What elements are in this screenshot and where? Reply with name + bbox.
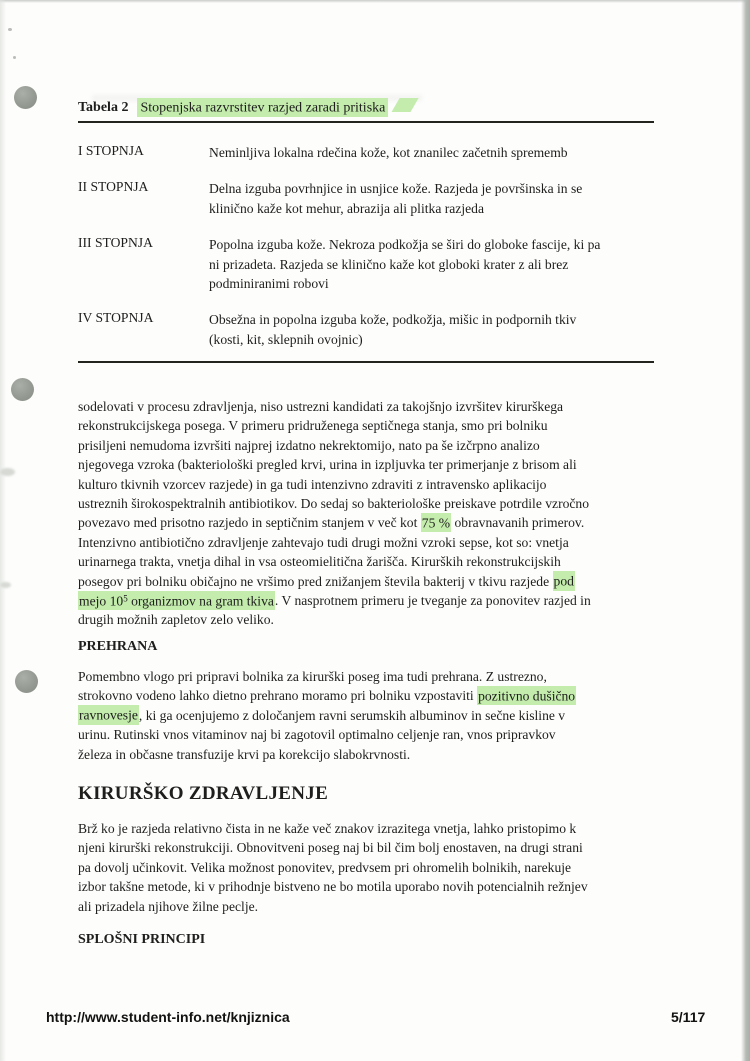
text-run: njeni kirurški rekonstrukciji. Obnovitveni poseg naj bi bil čim bolj enostaven, na drugi strani xyxy=(78,840,583,856)
text-run: ustreznih širokospektralnih antibiotikov. Do sedaj so bakteriološke preiskave potrdile vzročno xyxy=(78,496,590,512)
text-run: drugih možnih zapletov zelo veliko. xyxy=(78,612,274,628)
grade-cell: II STOPNJA xyxy=(78,179,149,195)
description-line: ni prizadeta. Razjeda se klinično kaže kot globoki krater z ali brez xyxy=(209,256,569,272)
text-run: Intenzivno antibiotično zdravljenje zahtevajo tudi drugi možni vzroki sepse, kot so: vnetja xyxy=(78,534,569,550)
text-run: Brž ko je razjeda relativno čista in ne kaže več znakov izrazitega vnetja, lahko pristopimo k xyxy=(78,820,577,836)
description-cell xyxy=(209,179,654,218)
text-run: strokovno vodeno lahko dietno prehrano moramo pri bolniku vzpostaviti xyxy=(78,688,478,704)
text-line xyxy=(78,897,718,916)
heading-splosni: SPLOŠNI PRINCIPI xyxy=(78,931,206,947)
scan-edge-right xyxy=(741,0,750,1061)
paragraph-sepsa xyxy=(78,397,718,630)
hole-punch xyxy=(11,378,34,401)
text-run: ali prizadela njihove žilne peclje. xyxy=(78,898,259,914)
text-line xyxy=(78,706,718,725)
paragraph-prehrana xyxy=(78,667,718,764)
table-row xyxy=(78,143,654,162)
hole-punch xyxy=(15,670,38,693)
text-line xyxy=(78,552,718,571)
description-line: Delna izguba povrhnjice in usnjice kože. Razjeda je površinska in se xyxy=(209,181,583,197)
highlighted-text: pozitivno dušično xyxy=(477,686,576,706)
table-rule-bottom xyxy=(78,361,654,363)
text-run: urinarnega trakta, vnetja dihal in vsa osteomielitična žarišča. Kirurških rekonstrukcijskih xyxy=(78,554,561,570)
page-number: 5/117 xyxy=(671,1009,706,1025)
marker-tail xyxy=(392,98,419,112)
body-sections xyxy=(78,397,718,949)
grade-cell: I STOPNJA xyxy=(78,143,144,158)
table-label: Tabela 2 xyxy=(78,100,129,115)
text-run: , ki ga ocenjujemo z določanjem ravni serumskih albuminov in sečne kisline v xyxy=(138,707,566,723)
text-line xyxy=(78,745,718,764)
heading-kirursko: KIRURŠKO ZDRAVLJENJE xyxy=(78,782,329,804)
scan-speck xyxy=(8,28,12,31)
text-run: rekonstrukcijskega posega. V primeru pridruženega septičnega stanja, smo pri bolniku xyxy=(78,418,548,434)
text-line xyxy=(78,513,718,532)
scan-smudge xyxy=(0,468,15,476)
description-line: klinično kaže kot mehur, abrazija ali plitka razjeda xyxy=(209,200,484,216)
text-run: . V nasprotnem primeru je tveganje za ponovitev razjed in xyxy=(274,593,591,609)
text-line xyxy=(78,591,718,610)
text-run: urinu. Rutinski vnos vitaminov naj bi zagotovil optimalno celjenje ran, vnos pripravkov xyxy=(78,727,556,743)
description-line: podminiranimi robovi xyxy=(209,276,329,292)
highlighted-text: 75 % xyxy=(421,513,451,533)
text-run: obravnavanih primerov. xyxy=(451,515,585,531)
description-line: Popolna izguba kože. Nekroza podkožja se širi do globoke fascije, ki pa xyxy=(209,237,601,253)
footer-url: http://www.student-info.net/knjiznica xyxy=(46,1009,290,1025)
description-cell xyxy=(209,310,654,349)
text-line xyxy=(78,686,718,705)
scan-speck xyxy=(13,56,16,59)
heading-prehrana: PREHRANA xyxy=(78,638,158,654)
text-line xyxy=(78,494,718,513)
text-line xyxy=(78,725,718,744)
pressure-sore-grades-table xyxy=(78,99,654,363)
description-line: Neminljiva lokalna rdečina kože, kot znanilec začetnih sprememb xyxy=(209,145,568,160)
description-cell xyxy=(209,235,654,293)
text-line xyxy=(78,819,718,838)
text-run: kulturo tkivnih vzorcev razjede) in ga tudi intenzivno zdraviti z intravensko aplikacijo xyxy=(78,476,547,492)
text-line xyxy=(78,572,718,591)
highlighted-text: pod xyxy=(553,571,575,591)
text-line xyxy=(78,436,718,455)
text-run: prisiljeni nemudoma izvršiti najprej izdatno nekrektomijo, nato pa še izčrpno analizo xyxy=(78,437,540,453)
text-line xyxy=(78,610,718,629)
description-cell xyxy=(209,143,654,162)
text-line xyxy=(78,877,718,896)
text-line xyxy=(78,475,718,494)
text-line xyxy=(78,838,718,857)
table-header xyxy=(78,99,654,116)
text-line xyxy=(78,416,718,435)
scan-smudge xyxy=(0,582,11,588)
description-line: (kosti, kit, sklepnih ovojnic) xyxy=(209,331,363,347)
grade-cell: III STOPNJA xyxy=(78,235,153,251)
text-line xyxy=(78,533,718,552)
text-run: pa dovolj učinkovit. Velika možnost ponovitev, predvsem pri ohromelih bolnikih, narekuje xyxy=(78,859,572,875)
highlighted-text: ravnovesje xyxy=(78,705,139,725)
table-title: Stopenjska razvrstitev razjed zaradi pritiska xyxy=(137,98,388,118)
scan-edge-top xyxy=(0,0,750,3)
grade-cell: IV STOPNJA xyxy=(78,310,154,326)
table-row xyxy=(78,235,654,293)
text-run: železa in občasne transfuzije krvi pa korekcijo slabokrvnosti. xyxy=(78,746,411,762)
text-run: povezavo med prisotno razjedo in septičnim stanjem v več kot xyxy=(78,515,421,531)
text-run: posegov pri bolniku običajno ne vršimo pred znižanjem števila bakterij v tkivu razjede xyxy=(78,573,553,589)
hole-punch xyxy=(14,86,37,109)
highlighted-text: mejo $10^5$ organizmov na gram tkiva xyxy=(78,591,275,611)
text-run: izbor takšne metode, ki v prihodnje bistveno ne bo motila uporabo novih potencialnih režnjev xyxy=(78,879,588,895)
text-run: Pomembno vlogo pri pripravi bolnika za kirurški poseg ima tudi prehrana. Z ustrezno, xyxy=(78,668,547,684)
text-line xyxy=(78,455,718,474)
text-line xyxy=(78,397,718,416)
text-run: sodelovati v procesu zdravljenja, niso ustrezni kandidati za takojšnjo izvršitev kirurškega xyxy=(78,399,564,414)
scan-edge-left xyxy=(0,0,6,1061)
table-rows xyxy=(78,123,654,349)
text-run: njegovega vzroka (bakteriološki pregled krvi, urina in izpljuvka ter primerjanje z brisom ali xyxy=(78,457,577,473)
paragraph-kirursko xyxy=(78,819,718,916)
table-row xyxy=(78,179,654,218)
table-row xyxy=(78,310,654,349)
text-line xyxy=(78,667,718,686)
description-line: Obsežna in popolna izguba kože, podkožja, mišic in podpornih tkiv xyxy=(209,312,577,328)
text-line xyxy=(78,858,718,877)
